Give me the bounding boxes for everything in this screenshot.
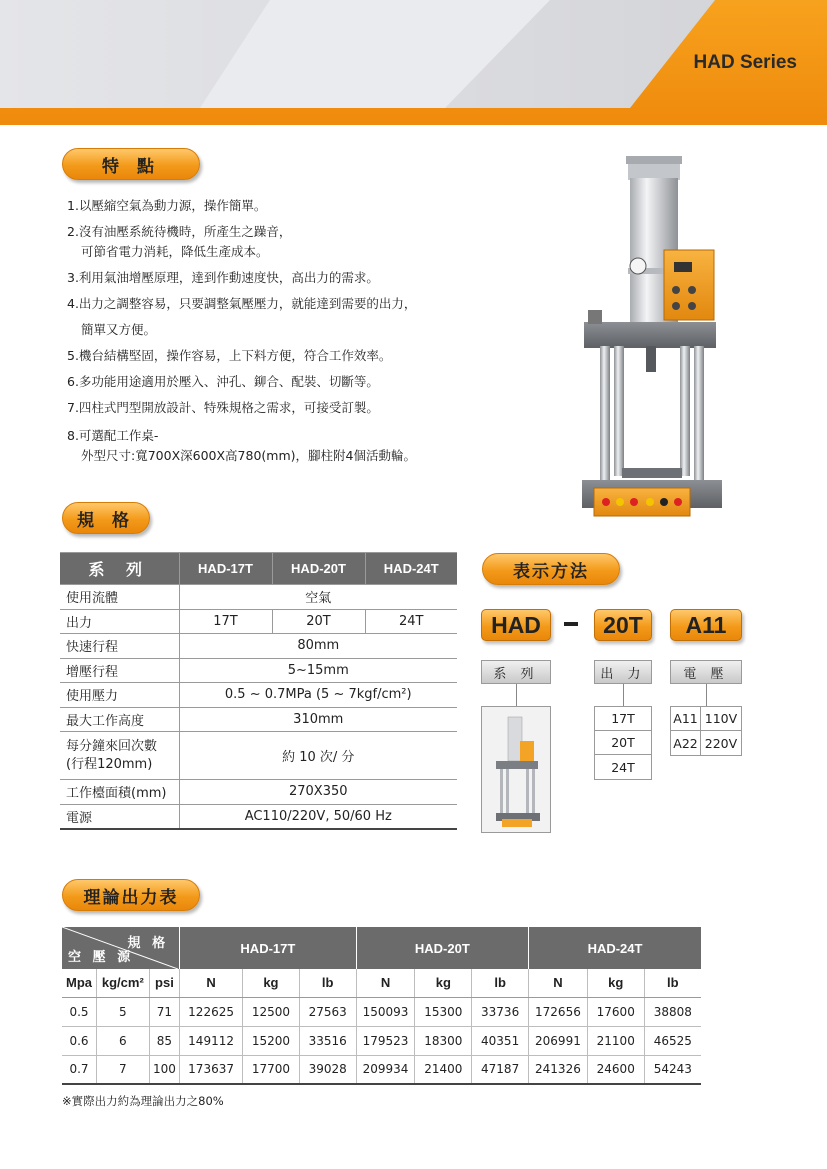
subheader: kg <box>243 969 300 997</box>
label-voltage: 電 壓 <box>670 660 742 684</box>
cell: 149112 <box>180 1026 243 1055</box>
feature-item: 外型尺寸:寬700X深600X高780(mm)，腳柱附4個活動輪。 <box>81 448 416 463</box>
model-header: HAD-24T <box>529 927 701 969</box>
spec-value: 270X350 <box>179 780 457 805</box>
cell: 0.7 <box>62 1055 96 1084</box>
cell: 0.6 <box>62 1026 96 1055</box>
cell: 47187 <box>472 1055 529 1084</box>
spec-label-line: 每分鐘來回次數 <box>66 738 158 754</box>
code-series: HAD <box>481 609 551 641</box>
cell: 18300 <box>415 1026 472 1055</box>
table-row <box>60 658 457 683</box>
subheader: kg <box>587 969 644 997</box>
subheader: kg <box>415 969 472 997</box>
spec-label: 工作檯面積(mm) <box>60 780 179 805</box>
cell: 100 <box>149 1055 179 1084</box>
cell: 21100 <box>587 1026 644 1055</box>
cell: 15300 <box>415 997 472 1026</box>
voltage-code: A11 <box>671 707 701 730</box>
corner-top-label: 規 格 <box>127 935 170 950</box>
subheader: kg/cm² <box>96 969 149 997</box>
table-row <box>60 707 457 732</box>
cell: 39028 <box>299 1055 356 1084</box>
connector-line <box>516 684 517 706</box>
option-20t: 20T <box>595 731 651 755</box>
spec-value: 約 10 次/ 分 <box>179 732 457 780</box>
spec-label: 使用流體 <box>60 585 179 610</box>
option-a11 <box>671 707 741 731</box>
cell: 7 <box>96 1055 149 1084</box>
spec-label: 增壓行程 <box>60 658 179 683</box>
spec-table <box>60 552 457 830</box>
cell: 173637 <box>180 1055 243 1084</box>
subheader: N <box>180 969 243 997</box>
cell: 0.5 <box>62 997 96 1026</box>
voltage-code: A22 <box>671 731 701 755</box>
cell: 122625 <box>180 997 243 1026</box>
spec-col-model: HAD-24T <box>365 553 457 585</box>
cell: 54243 <box>644 1055 701 1084</box>
output-table-heading: 理論出力表 <box>62 879 200 911</box>
cell: 33516 <box>299 1026 356 1055</box>
table-row <box>60 585 457 610</box>
spec-col-model: HAD-17T <box>179 553 272 585</box>
spec-col-series: 系 列 <box>60 553 179 585</box>
spec-label: 出力 <box>60 609 179 634</box>
feature-item: 5.機台結構堅固，操作容易，上下料方便，符合工作效率。 <box>67 348 392 363</box>
spec-label: 使用壓力 <box>60 683 179 708</box>
spec-col-model: HAD-20T <box>272 553 365 585</box>
model-code-heading: 表示方法 <box>482 553 620 585</box>
cell: 12500 <box>243 997 300 1026</box>
spec-value: 5~15mm <box>179 658 457 683</box>
code-dash <box>564 622 578 626</box>
subheader: Mpa <box>62 969 96 997</box>
feature-item: 簡單又方便。 <box>81 322 157 337</box>
feature-item: 2.沒有油壓系統待機時，所產生之躁音， <box>67 224 292 239</box>
cell: 85 <box>149 1026 179 1055</box>
feature-item: 7.四柱式門型開放設計、特殊規格之需求，可接受訂製。 <box>67 400 379 415</box>
feature-item: 1.以壓縮空氣為動力源，操作簡單。 <box>67 198 267 213</box>
cell: 46525 <box>644 1026 701 1055</box>
spec-label: 快速行程 <box>60 634 179 659</box>
spec-value: 20T <box>272 609 365 634</box>
table-row <box>60 732 457 780</box>
spec-label <box>60 732 179 780</box>
mini-machine-thumb <box>481 706 551 833</box>
cell: 172656 <box>529 997 588 1026</box>
table-row <box>60 634 457 659</box>
voltage-value: 110V <box>704 711 738 726</box>
table-row <box>62 997 701 1026</box>
cell: 17600 <box>587 997 644 1026</box>
spec-value: 310mm <box>179 707 457 732</box>
corner-bottom-label: 空 壓 源 <box>68 949 135 964</box>
connector-line <box>623 684 624 706</box>
cell: 38808 <box>644 997 701 1026</box>
label-series: 系 列 <box>481 660 551 684</box>
cell: 241326 <box>529 1055 588 1084</box>
table-row <box>62 1055 701 1084</box>
voltage-value: 220V <box>704 735 738 751</box>
cell: 40351 <box>472 1026 529 1055</box>
option-17t: 17T <box>595 707 651 731</box>
cell: 150093 <box>356 997 415 1026</box>
subheader: lb <box>299 969 356 997</box>
subheader: lb <box>472 969 529 997</box>
cell: 21400 <box>415 1055 472 1084</box>
cell: 33736 <box>472 997 529 1026</box>
feature-item: 8.可選配工作桌- <box>67 428 159 443</box>
option-24t: 24T <box>611 759 635 775</box>
subheader: N <box>529 969 588 997</box>
model-header: HAD-17T <box>180 927 356 969</box>
spec-label: 最大工作高度 <box>60 707 179 732</box>
press-machine-thumb <box>482 707 550 832</box>
option-a22 <box>671 731 741 755</box>
cell: 5 <box>96 997 149 1026</box>
cell: 17700 <box>243 1055 300 1084</box>
model-header: HAD-20T <box>356 927 528 969</box>
voltage-options <box>670 706 742 756</box>
features-heading: 特 點 <box>62 148 200 180</box>
subheader: lb <box>644 969 701 997</box>
table-row <box>60 780 457 805</box>
label-output: 出 力 <box>594 660 652 684</box>
cell: 71 <box>149 997 179 1026</box>
connector-line <box>706 684 707 706</box>
feature-item: 6.多功能用途適用於壓入、沖孔、鉚合、配裝、切斷等。 <box>67 374 379 389</box>
cell: 27563 <box>299 997 356 1026</box>
table-row <box>62 1026 701 1055</box>
table-subheader-row <box>62 969 701 997</box>
press-machine-image <box>576 150 726 520</box>
spec-heading: 規 格 <box>62 502 150 534</box>
corner-header <box>62 927 180 969</box>
footnote: ※實際出力約為理論出力之80% <box>62 1094 224 1108</box>
cell: 209934 <box>356 1055 415 1084</box>
subheader: psi <box>149 969 179 997</box>
table-row <box>60 683 457 708</box>
output-options <box>594 706 652 780</box>
series-title: HAD Series <box>693 52 797 73</box>
spec-label: 電源 <box>60 804 179 829</box>
subheader: N <box>356 969 415 997</box>
code-voltage: A11 <box>670 609 742 641</box>
cell: 179523 <box>356 1026 415 1055</box>
table-row <box>60 804 457 829</box>
spec-value: 80mm <box>179 634 457 659</box>
output-table <box>62 927 701 1085</box>
spec-value: AC110/220V, 50/60 Hz <box>179 804 457 829</box>
spec-value: 空氣 <box>179 585 457 610</box>
spec-value: 17T <box>179 609 272 634</box>
cell: 15200 <box>243 1026 300 1055</box>
spec-value: 24T <box>365 609 457 634</box>
cell: 6 <box>96 1026 149 1055</box>
cell: 206991 <box>529 1026 588 1055</box>
feature-item: 4.出力之調整容易，只要調整氣壓壓力，就能達到需要的出力， <box>67 296 417 311</box>
code-output: 20T <box>594 609 652 641</box>
header-banner <box>0 0 827 125</box>
spec-label-line: (行程120mm) <box>66 756 153 772</box>
feature-item: 3.利用氣油增壓原理，達到作動速度快，高出力的需求。 <box>67 270 379 285</box>
table-row <box>60 609 457 634</box>
feature-item: 可節省電力消耗，降低生產成本。 <box>81 244 269 259</box>
cell: 24600 <box>587 1055 644 1084</box>
spec-value: 0.5 ~ 0.7MPa (5 ~ 7kgf/cm²) <box>179 683 457 708</box>
